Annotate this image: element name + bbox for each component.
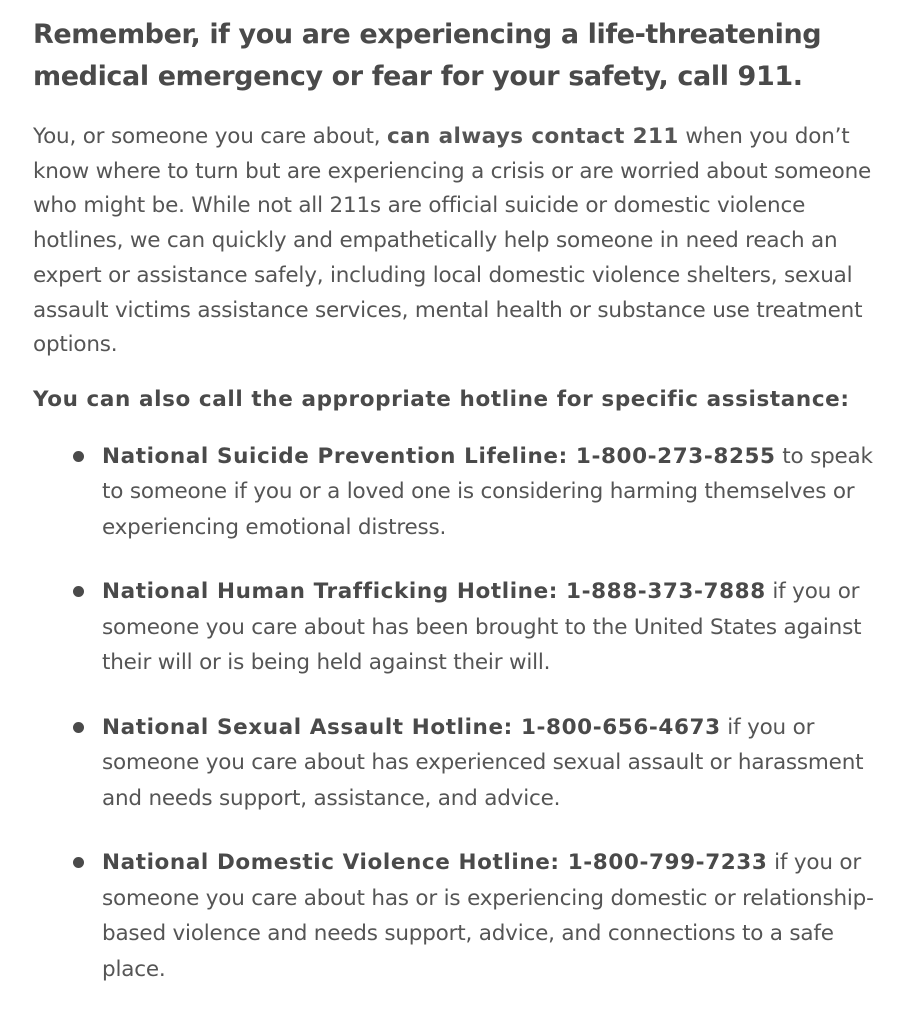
hotline-name: National Human Trafficking Hotline: bbox=[102, 579, 567, 605]
hotline-description: if you or someone you care about has been brought to the United States against their will or is being held against their will. bbox=[102, 579, 862, 676]
emergency-heading: Remember, if you are experiencing a life-threatening medical emergency or fear for your safety, call 911. bbox=[33, 19, 822, 92]
bullet-icon bbox=[73, 451, 84, 462]
bullet-icon bbox=[73, 586, 84, 597]
hotline-item-suicide-prevention bbox=[33, 439, 886, 546]
hotline-phone[interactable]: 1-800-273-8255 bbox=[575, 443, 776, 469]
hotline-phone[interactable]: 1-888-373-7888 bbox=[566, 579, 766, 605]
bullet-icon bbox=[73, 857, 84, 868]
intro-rest: when you don’t know where to turn but are experiencing a crisis or are worried about someone who might be. While not all 211s are official suicide or domestic violence hotlines, we can quickly and empathetically help someone in need reach an expert or assistance safely, including local domestic violence shelters, sexual assault victims assistance services, mental health or substance use treatment options. bbox=[33, 124, 872, 358]
hotline-description: if you or someone you care about has or is experiencing domestic or relationship-based violence and needs support, advice, and connections to a safe place. bbox=[102, 850, 874, 982]
hotline-list bbox=[33, 439, 886, 988]
hotline-name: National Sexual Assault Hotline: bbox=[102, 714, 521, 740]
hotline-name: National Suicide Prevention Lifeline: bbox=[102, 443, 576, 469]
bullet-icon bbox=[73, 722, 84, 733]
hotline-name: National Domestic Violence Hotline: bbox=[102, 850, 568, 876]
hotline-item-human-trafficking bbox=[33, 574, 886, 681]
hotline-description: if you or someone you care about has experienced sexual assault or harassment and needs support, assistance, and advice. bbox=[102, 714, 864, 811]
intro-paragraph bbox=[33, 120, 886, 363]
intro-contact-211: can always contact 211 bbox=[387, 124, 679, 149]
hotline-item-sexual-assault bbox=[33, 710, 886, 817]
hotline-phone[interactable]: 1-800-656-4673 bbox=[520, 714, 721, 740]
intro-lead: You, or someone you care about, bbox=[33, 124, 387, 149]
hotline-item-domestic-violence bbox=[33, 845, 886, 987]
hotlines-subheading: You can also call the appropriate hotline for specific assistance: bbox=[33, 386, 850, 412]
hotline-phone[interactable]: 1-800-799-7233 bbox=[567, 850, 768, 876]
hotline-description: to speak to someone if you or a loved one is considering harming themselves or experiencing emotional distress. bbox=[102, 443, 873, 540]
